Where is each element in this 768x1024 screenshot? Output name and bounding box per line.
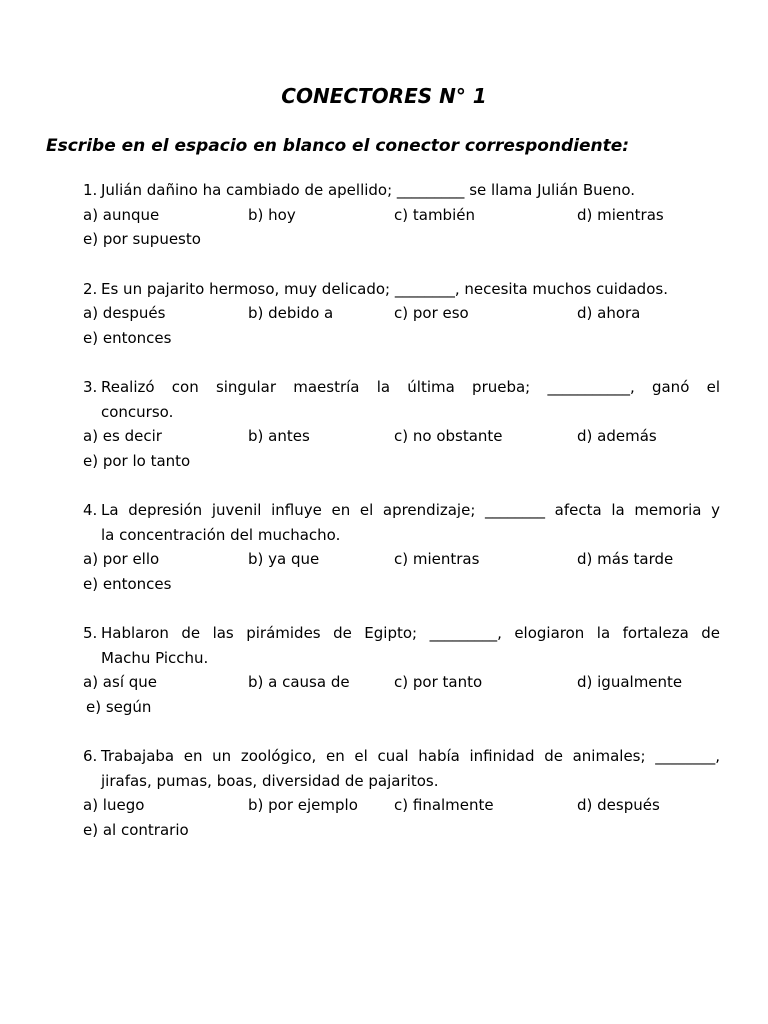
option-e: e) entonces: [83, 574, 172, 593]
instruction-text: Escribe en el espacio en blanco el conector correspondiente:: [46, 136, 630, 156]
option-d: d) ahora: [577, 304, 641, 322]
option-e: e) por lo tanto: [83, 451, 191, 470]
option-b: b) a causa de: [248, 673, 350, 691]
option-e: e) al contrario: [83, 820, 189, 839]
options-row: [83, 301, 720, 326]
option-d: d) después: [577, 796, 660, 814]
question-text: Es un pajarito hermoso, muy delicado; ________, necesita muchos cuidados.: [101, 279, 668, 298]
option-e: e) según: [86, 697, 152, 716]
question-number: 3.: [83, 378, 98, 396]
question-1: [83, 178, 720, 252]
question-text: Trabajaba en un zoológico, en el cual había infinidad de animales; ________,: [101, 747, 720, 765]
option-c: c) por eso: [394, 304, 469, 322]
options-row: [83, 793, 720, 818]
question-5: [83, 621, 720, 719]
question-number: 6.: [83, 747, 98, 765]
option-e: e) entonces: [83, 328, 172, 347]
question-list: [83, 178, 720, 867]
question-text-continued: Machu Picchu.: [101, 648, 209, 667]
option-e: e) por supuesto: [83, 230, 201, 248]
option-a: a) aunque: [83, 205, 160, 224]
question-6: [83, 744, 720, 842]
option-b: b) hoy: [248, 205, 296, 224]
question-stem: [83, 621, 720, 646]
option-a: a) es decir: [83, 427, 162, 445]
option-a: a) después: [83, 304, 166, 322]
option-c: c) finalmente: [394, 796, 494, 814]
options-row-2: [83, 326, 720, 351]
options-row: [83, 547, 720, 572]
question-text-continued: jirafas, pumas, boas, diversidad de pajaritos.: [101, 771, 439, 790]
question-2: [83, 277, 720, 351]
option-b: b) debido a: [248, 304, 334, 322]
option-b: b) antes: [248, 427, 310, 445]
options-row-2: [83, 449, 720, 474]
option-d: d) mientras: [577, 205, 664, 224]
option-a: a) luego: [83, 796, 145, 814]
option-c: c) por tanto: [394, 673, 483, 691]
options-row-2: [83, 818, 720, 843]
question-text: Hablaron de las pirámides de Egipto; _________, elogiaron la fortaleza de: [101, 624, 720, 642]
question-stem: [83, 277, 720, 302]
option-d: d) igualmente: [577, 673, 683, 691]
question-stem: [83, 744, 720, 769]
options-row-2: [83, 227, 720, 252]
question-number: 4.: [83, 501, 98, 519]
question-3: [83, 375, 720, 473]
question-text: La depresión juvenil influye en el aprendizaje; ________ afecta la memoria y: [101, 501, 720, 519]
option-d: d) además: [577, 427, 657, 445]
options-row: [83, 424, 720, 449]
page-title: CONECTORES N° 1: [281, 84, 487, 108]
question-number: 1.: [83, 181, 98, 199]
options-row-2: [83, 572, 720, 597]
option-a: a) por ello: [83, 550, 160, 568]
question-4: [83, 498, 720, 596]
question-text: Realizó con singular maestría la última prueba; ___________, ganó el: [101, 378, 720, 396]
question-text: Julián dañino ha cambiado de apellido; _________ se llama Julián Bueno.: [101, 181, 636, 199]
option-b: b) ya que: [248, 550, 320, 568]
options-row-2: [83, 695, 720, 720]
option-d: d) más tarde: [577, 550, 674, 568]
option-c: c) también: [394, 205, 475, 224]
option-a: a) así que: [83, 673, 158, 691]
option-c: c) mientras: [394, 550, 480, 568]
question-stem: [83, 178, 720, 203]
option-c: c) no obstante: [394, 427, 503, 445]
question-number: 2.: [83, 279, 98, 298]
question-stem: [83, 375, 720, 400]
question-stem: [83, 498, 720, 523]
options-row: [83, 203, 720, 228]
options-row: [83, 670, 720, 695]
option-b: b) por ejemplo: [248, 796, 358, 814]
question-text-continued: la concentración del muchacho.: [101, 525, 341, 544]
question-text-continued: concurso.: [101, 402, 174, 421]
question-number: 5.: [83, 624, 98, 642]
